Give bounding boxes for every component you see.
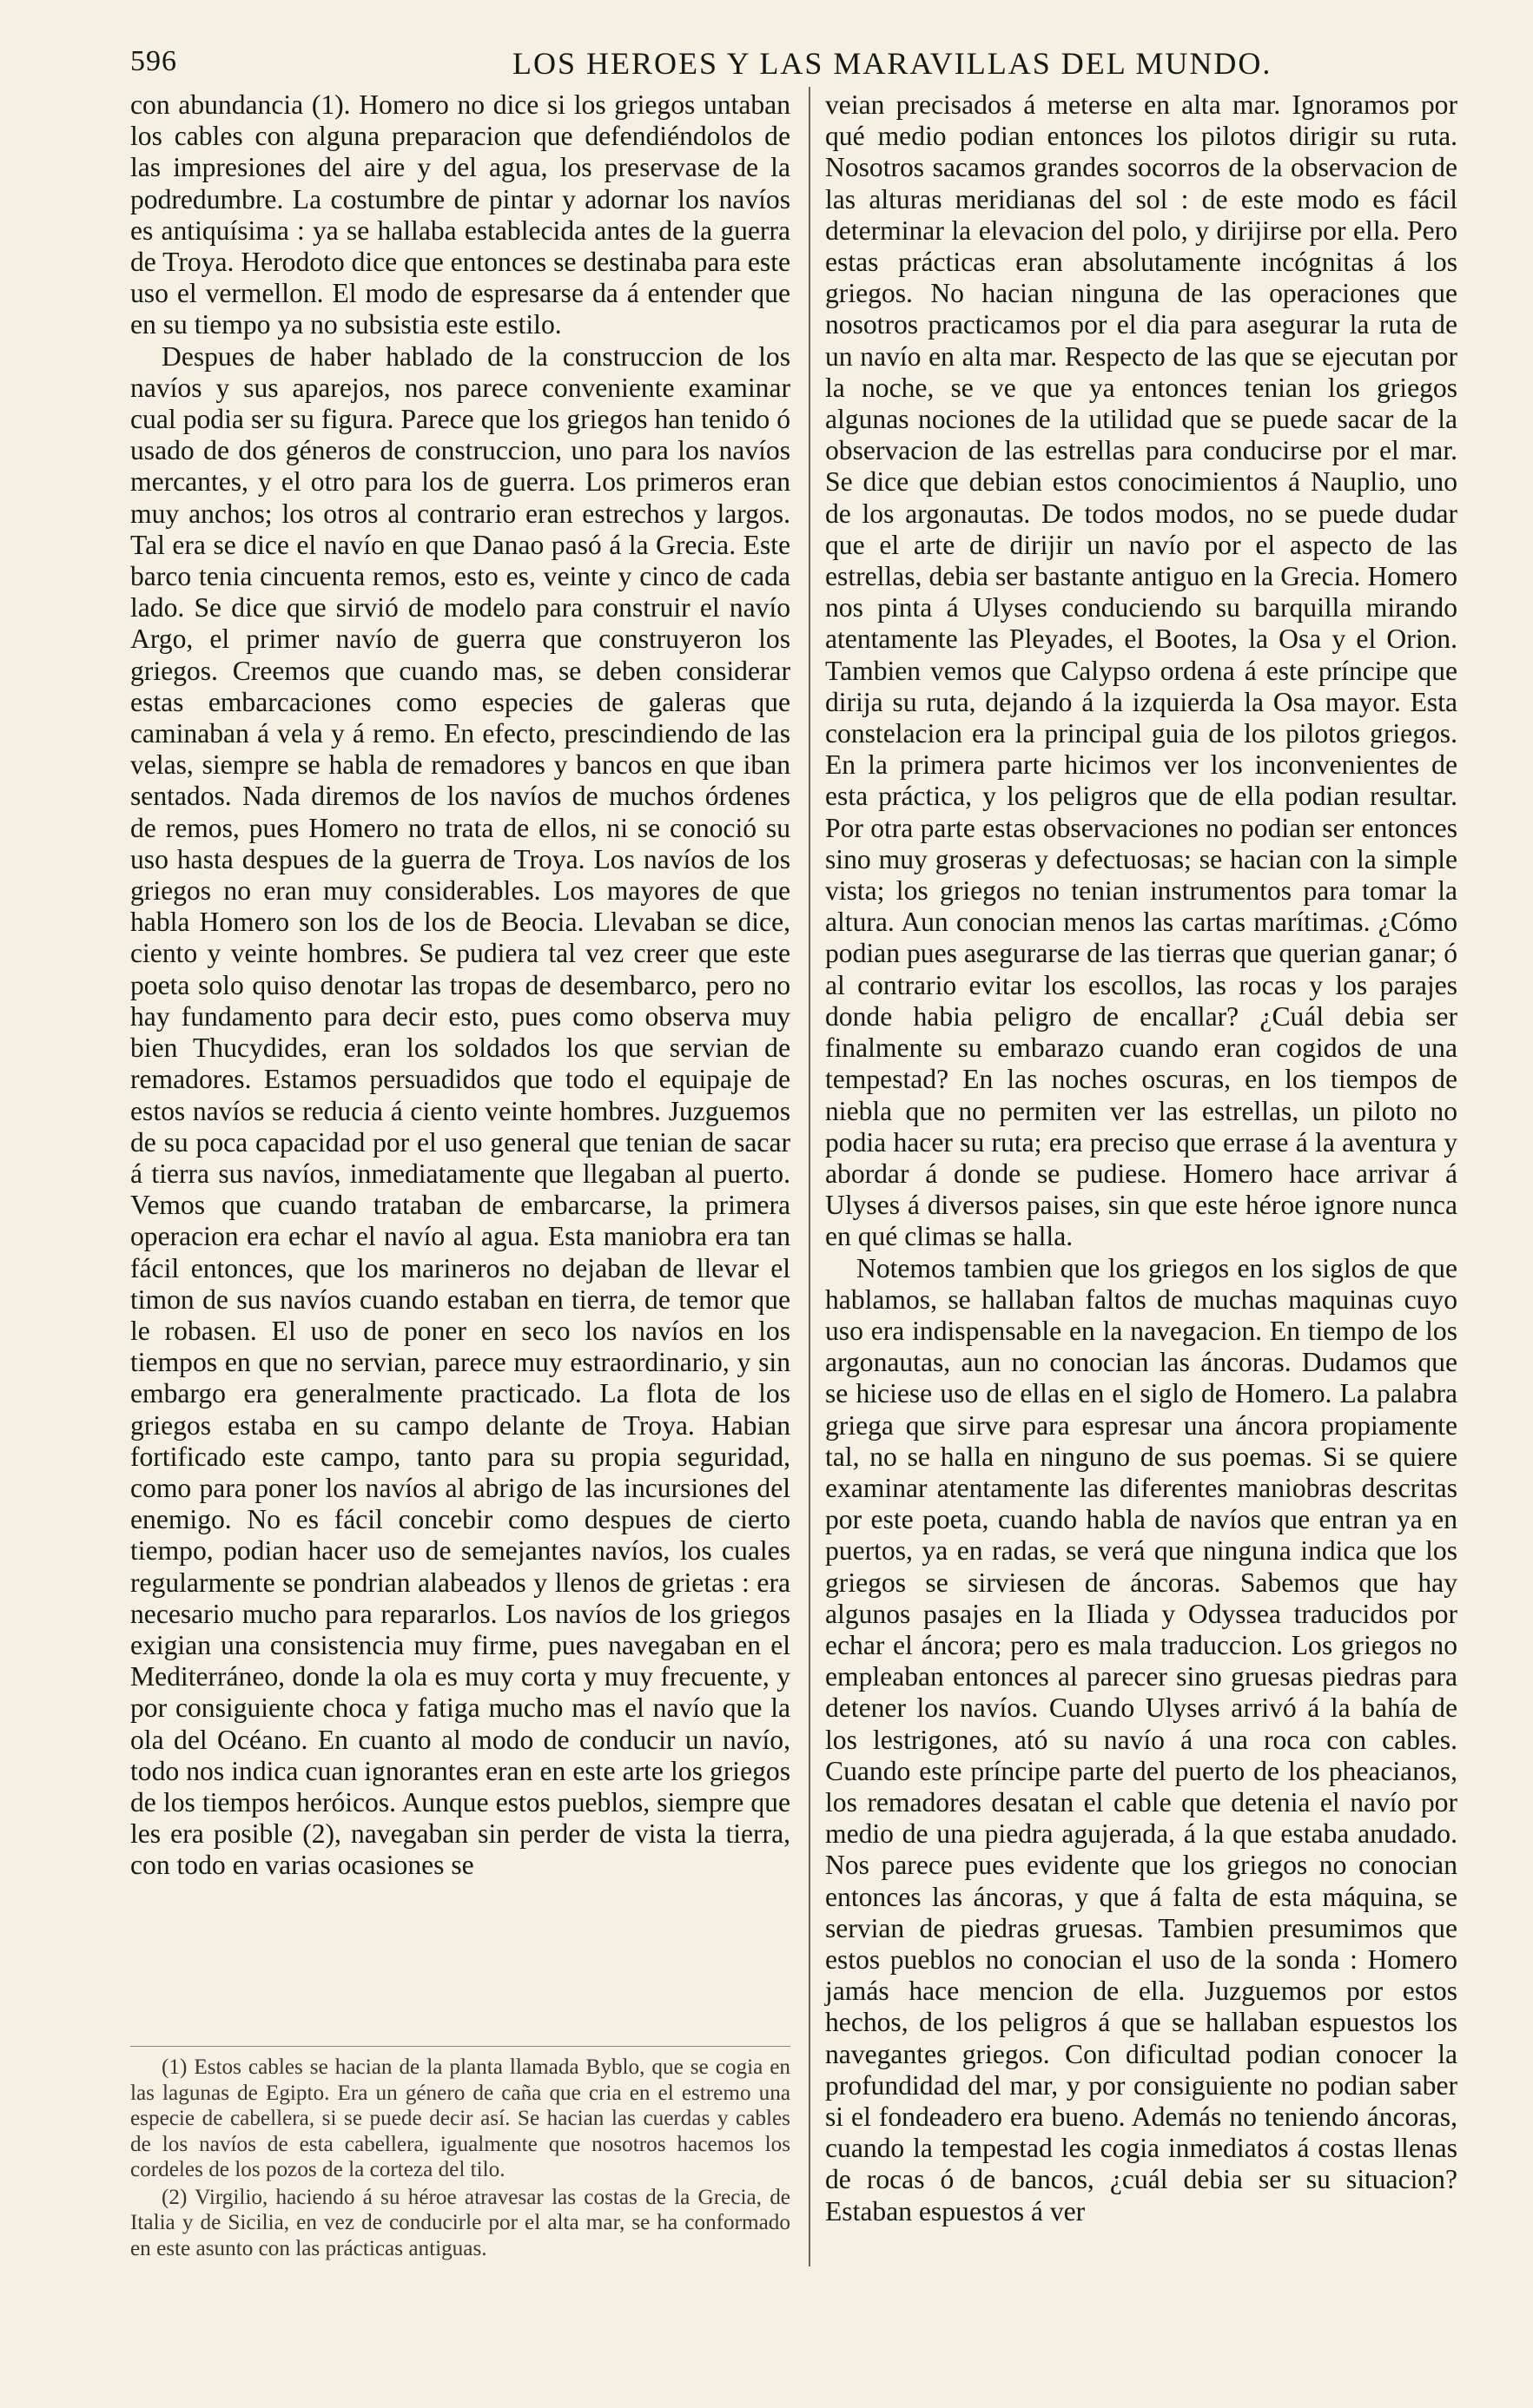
paragraph: veian precisados á meterse en alta mar. Ignoramos por qué medio podian entonces los pilotos dirigir su ruta. Nosotros sacamos grandes socorros de la observacion de las alturas meridianas del sol : de este modo es fácil determinar la elevacion del polo, y dirijirse por ella. Pero estas prácticas eran absolutamente incógnitas á los griegos. No hacian ninguna de las operaciones que nosotros practicamos por el dia para asegurar la ruta de un navío en alta mar. Respecto de las que se ejecutan por la noche, se ve que ya entonces tenian los griegos algunas nociones de la utilidad que se puede sacar de la observacion de las estrellas para conducirse por el mar. Se dice que debian estos conocimientos á Nauplio, uno de los argonautas. De todos modos, no se puede dudar que el arte de dirijir un navío por el aspecto de las estrellas, debia ser bastante antiguo en la Grecia. Homero nos pinta á Ulyses conduciendo su barquilla mirando atentamente las Pleyades, el Bootes, la Osa y el Orion. Tambien vemos que Calypso ordena á este príncipe que dirija su ruta, dejando á la izquierda la Osa mayor. Esta constelacion era la principal guia de los pilotos griegos. En la primera parte hicimos ver los inconvenientes de esta práctica, y los peligros que de ella podian resultar. Por otra parte estas observaciones no podian ser entonces sino muy groseras y defectuosas; se hacian con la simple vista; los griegos no tenian instrumentos para tomar la altura. Aun conocian menos las cartas marítimas. ¿Cómo podian pues asegurarse de las tierras que querian ganar; ó al contrario evitar los escollos, las rocas y los parajes donde habia peligro de encallar? ¿Cuál debia ser finalmente su embarazo cuando eran cogidos de una tempestad? En las noches oscuras, en los tiempos de niebla que no permiten ver las estrellas, un piloto no podia hacer su ruta; era preciso que errase á la aventura y abordar á donde se pudiese. Homero hace arrivar á Ulyses á diversos paises, sin que este héroe ignore nunca en qué climas se halla. [825, 89, 1457, 1252]
footnotes [130, 2055, 790, 2263]
right-column [825, 89, 1457, 2227]
paragraph: Despues de haber hablado de la construccion de los navíos y sus aparejos, nos parece conveniente examinar cual podia ser su figura. Parece que los griegos han tenido ó usado de dos géneros de construccion, uno para los navíos mercantes, y el otro para los de guerra. Los primeros eran muy anchos; los otros al contrario eran estrechos y largos. Tal era se dice el navío en que Danao pasó á la Grecia. Este barco tenia cincuenta remos, esto es, veinte y cinco de cada lado. Se dice que sirvió de modelo para construir el navío Argo, el primer navío de guerra que construyeron los griegos. Creemos que cuando mas, se deben considerar estas embarcaciones como especies de galeras que caminaban á vela y á remo. En efecto, prescindiendo de las velas, siempre se habla de remadores y bancos en que iban sentados. Nada diremos de los navíos de muchos órdenes de remos, pues Homero no trata de ellos, ni se conoció su uso hasta despues de la guerra de Troya. Los navíos de los griegos no eran muy considerables. Los mayores de que habla Homero son los de los de Beocia. Llevaban se dice, ciento y veinte hombres. Se pudiera tal vez creer que este poeta solo quiso denotar las tropas de desembarco, pero no hay fundamento para decir esto, pues como observa muy bien Thucydides, eran los soldados los que servian de remadores. Estamos persuadidos que todo el equipaje de estos navíos se reducia á ciento veinte hombres. Juzguemos de su poca capacidad por el uso general que tenian de sacar á tierra sus navíos, inmediatamente que llegaban al puerto. Vemos que cuando trataban de embarcarse, la primera operacion era echar el navío al agua. Esta maniobra era tan fácil entonces, que los marineros no dejaban de llevar el timon de sus navíos cuando estaban en tierra, de temor que le robasen. El uso de poner en seco los navíos en los tiempos en que no servian, parece muy estraordinario, y sin embargo era generalmente practicado. La flota de los griegos estaba en su campo delante de Troya. Habian fortificado este campo, tanto para su propia seguridad, como para poner los navíos al abrigo de las incursiones del enemigo. No es fácil concebir como despues de cierto tiempo, podian hacer uso de semejantes navíos, los cuales regularmente se pondrian alabeados y llenos de grietas : era necesario mucho para repararlos. Los navíos de los griegos exigian una consistencia muy firme, pues navegaban en el Mediterráneo, donde la ola es muy corta y muy frecuente, y por consiguiente choca y fatiga mucho mas el navío que la ola del Océano. En cuanto al modo de conducir un navío, todo nos indica cuan ignorantes eran en este arte los griegos de los tiempos heróicos. Aunque estos pueblos, siempre que les era posible (2), navegaban sin perder de vista la tierra, con todo en varias ocasiones se [130, 340, 790, 1881]
column-divider [809, 87, 810, 2266]
page-number: 596 [130, 45, 177, 77]
paragraph: con abundancia (1). Homero no dice si los griegos untaban los cables con alguna preparacion que defendiéndolos de las impresiones del aire y del agua, los preservase de la podredumbre. La costumbre de pintar y adornar los navíos es antiquísima : ya se hallaba establecida antes de la guerra de Troya. Herodoto dice que entonces se destinaba para este uso el vermellon. El modo de espresarse da á entender que en su tiempo ya no subsistia este estilo. [130, 89, 790, 340]
paragraph: Notemos tambien que los griegos en los siglos de que hablamos, se hallaban faltos de muchas maquinas cuyo uso era indispensable en la navegacion. En tiempo de los argonautas, aun no conocian las áncoras. Dudamos que se hiciese uso de ellas en el siglo de Homero. La palabra griega que sirve para espresar una áncora propiamente tal, no se halla en ninguno de sus poemas. Si se quiere examinar atentamente las diferentes maniobras descritas por este poeta, cuando habla de navíos que entran ya en puertos, ya en radas, se verá que ninguna indica que los griegos se sirviesen de áncoras. Sabemos que hay algunos pasajes en la Iliada y Odyssea traducidos por echar el áncora; pero es mala traduccion. Los griegos no empleaban entonces al parecer sino gruesas piedras para detener los navíos. Cuando Ulyses arrivó á la bahía de los lestrigones, ató su navío á una roca con cables. Cuando este príncipe parte del puerto de los pheacianos, los remadores desatan el cable que detenia el navío por medio de una piedra agujerada, á la que estaba anudado. Nos parece pues evidente que los griegos no conocian entonces las áncoras, y que á falta de esta máquina, se servian de piedras gruesas. Tambien presumimos que estos pueblos no conocian el uso de la sonda : Homero jamás hace mencion de ella. Juzguemos por estos hechos, de los peligros á que se hallaban espuestos los navegantes griegos. Con dificultad podian conocer la profundidad del mar, y por consiguiente no podian saber si el fondeadero era bueno. Además no teniendo áncoras, cuando la tempestad les cogia inmediatos á costas llenas de rocas ó de bancos, ¿cuál debia ser su situacion? Estaban espuestos á ver [825, 1252, 1457, 2227]
footnote: (1) Estos cables se hacian de la planta llamada Byblo, que se cogia en las lagunas de Egipto. Era un género de caña que cria en el estremo una especie de cabellera, si se puede decir así. Se hacian las cuerdas y cables de los navíos de esta cabellera, igualmente que nosotros hacemos los cordeles de los pozos de la corteza del tilo. [130, 2055, 790, 2181]
footnote: (2) Virgilio, haciendo á su héroe atravesar las costas de la Grecia, de Italia y de Sicilia, en vez de conducirle por el alta mar, se ha conformado en este asunto con las prácticas antiguas. [130, 2185, 790, 2260]
page-header [130, 45, 1450, 85]
running-title: LOS HEROES Y LAS MARAVILLAS DEL MUNDO. [512, 46, 1272, 81]
left-column [130, 89, 790, 1882]
footnote-divider [130, 2046, 790, 2047]
